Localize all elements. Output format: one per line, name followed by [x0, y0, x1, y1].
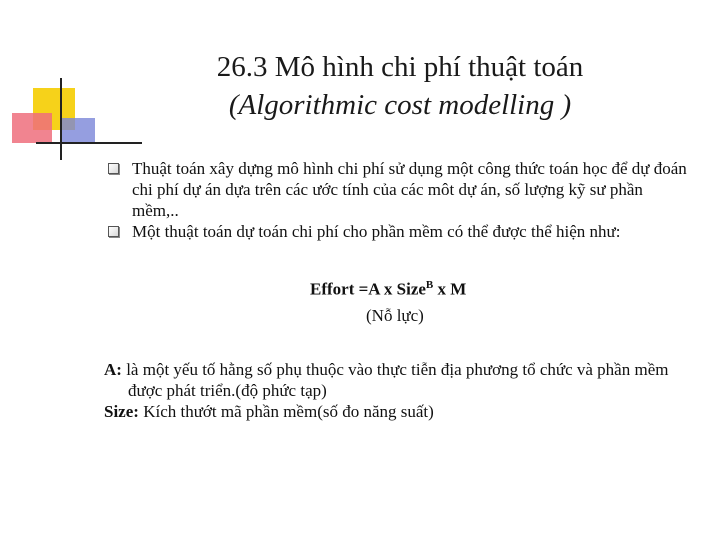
- definition-text: là một yếu tố hằng số phụ thuộc vào thực tiễn địa phương tổ chức và phần mềm được phát triển.(độ phức tạp): [121, 360, 669, 400]
- effort-formula: [310, 279, 466, 300]
- formula-exponent: B: [425, 279, 434, 291]
- bullet-item: [108, 158, 688, 221]
- formula-rhs: x M: [433, 279, 467, 299]
- definition-item: [104, 401, 694, 422]
- bullet-text: Một thuật toán dự toán chi phí cho phần mềm có thể được thể hiện như:: [132, 222, 621, 241]
- slide-title: [150, 48, 650, 124]
- definition-term: Size:: [104, 402, 139, 421]
- horizontal-line-shape: [36, 142, 142, 144]
- checkbox-bullet-icon: [108, 163, 119, 174]
- title-line-2: (Algorithmic cost modelling ): [228, 89, 572, 121]
- bullet-text: Thuật toán xây dựng mô hình chi phí sử dụng một công thức toán học để dự đoán chi phí dự án dựa trên các ước tính của các môt dự án, số lượng kỹ sư phần mềm,..: [132, 159, 687, 220]
- title-line-1: 26.3 Mô hình chi phí thuật toán: [216, 51, 584, 83]
- checkbox-bullet-icon: [108, 226, 119, 237]
- definition-text: Kích thướt mã phần mềm(số đo năng suất): [138, 402, 434, 421]
- formula-subtitle: (Nỗ lực): [366, 306, 424, 325]
- definition-term: A:: [104, 360, 122, 379]
- blue-square-shape: [60, 118, 95, 143]
- pink-square-shape: [12, 113, 52, 143]
- definition-item: [104, 359, 694, 401]
- vertical-line-shape: [60, 78, 62, 160]
- bullet-item: [108, 221, 688, 242]
- definitions: [104, 359, 694, 422]
- bullet-list: [108, 158, 688, 242]
- formula-lhs: Effort =A x Size: [310, 279, 426, 299]
